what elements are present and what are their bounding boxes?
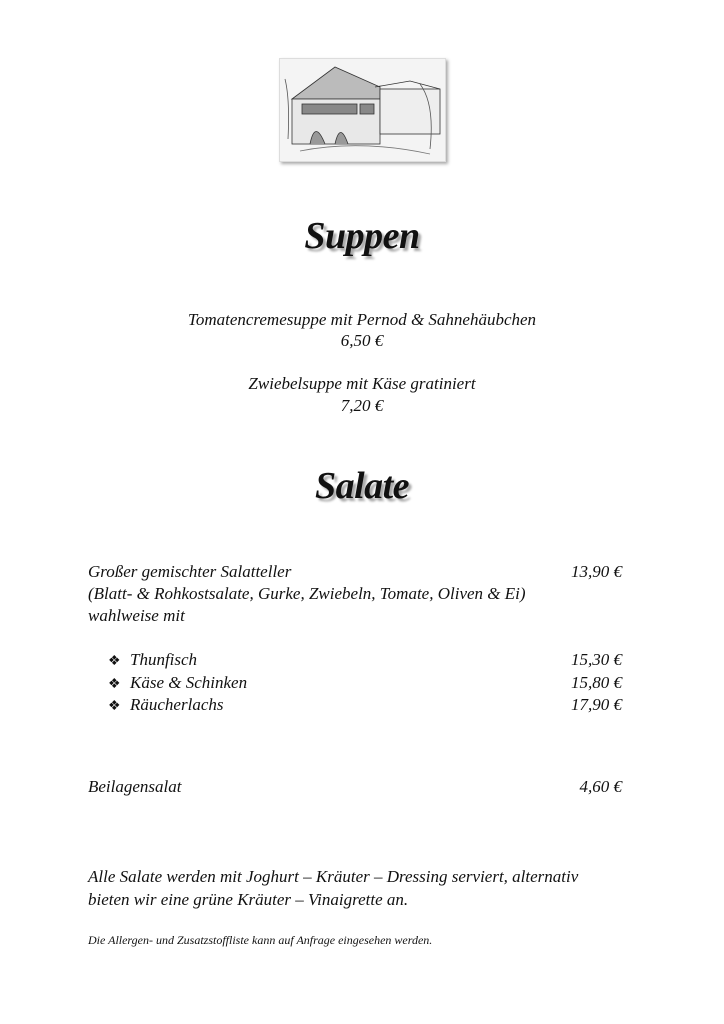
allergen-note: Die Allergen- und Zusatzstoffliste kann auf Anfrage eingesehen werden. (88, 933, 433, 947)
diamond-bullet-icon: ❖ (108, 699, 121, 714)
salad-option (108, 694, 622, 718)
option-price: 15,80 € (571, 673, 622, 692)
option-price: 15,30 € (571, 650, 622, 669)
option-name: Räucherlachs (130, 695, 224, 714)
restaurant-sketch-image (279, 58, 446, 162)
section-title-suppen: Suppen (304, 215, 420, 257)
soup-price: 7,20 € (340, 396, 384, 415)
side-salad-row (88, 776, 622, 798)
salad-main-row (88, 561, 622, 583)
side-salad-price: 4,60 € (579, 777, 622, 796)
side-salad-name: Beilagensalat (88, 777, 182, 796)
salad-name: Großer gemischter Salatteller (88, 562, 292, 581)
diamond-bullet-icon: ❖ (108, 654, 121, 669)
diamond-bullet-icon: ❖ (108, 677, 121, 692)
salad-option (108, 672, 622, 696)
salad-description: (Blatt- & Rohkostsalate, Gurke, Zwiebeln, Tomate, Oliven & Ei) (88, 584, 526, 603)
option-name: Thunfisch (130, 650, 198, 669)
section-title-salate: Salate (314, 465, 410, 507)
option-price: 17,90 € (571, 695, 622, 714)
salad-option (108, 649, 622, 673)
soup-name: Zwiebelsuppe mit Käse gratiniert (248, 374, 476, 393)
salad-price: 13,90 € (571, 562, 622, 581)
soup-name: Tomatencremesuppe mit Pernod & Sahnehäubchen (187, 310, 537, 329)
dressing-note: bieten wir eine grüne Kräuter – Vinaigrette an. (88, 890, 409, 909)
salad-choice-label: wahlweise mit (88, 606, 185, 625)
option-name: Käse & Schinken (130, 673, 248, 692)
soup-price: 6,50 € (340, 331, 384, 350)
dressing-note: Alle Salate werden mit Joghurt – Kräuter – Dressing serviert, alternativ (88, 867, 579, 886)
